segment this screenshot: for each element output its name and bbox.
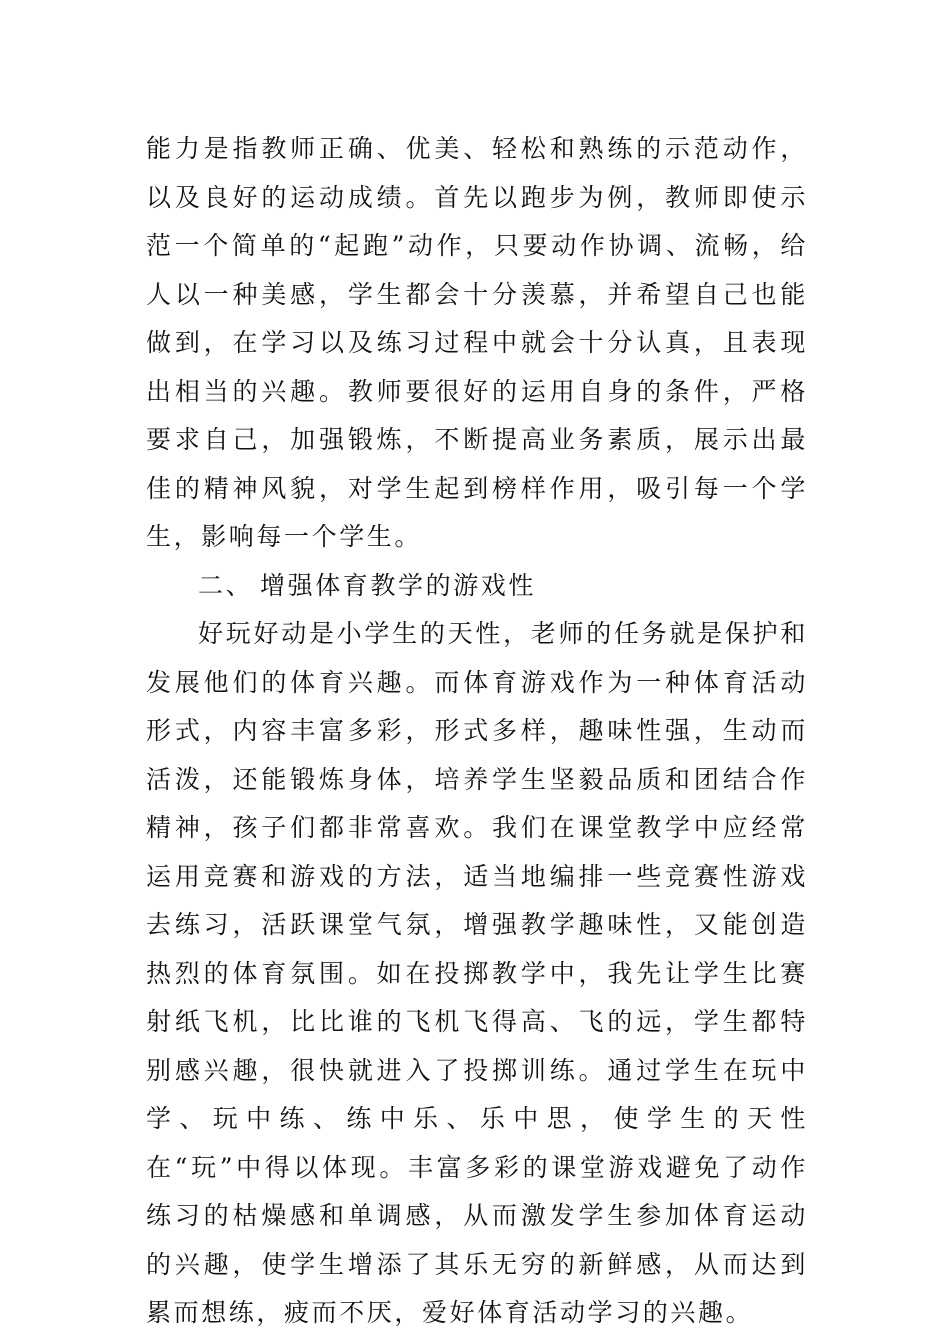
section-title: 增强体育教学的游戏性 [260,570,537,600]
paragraph-continued: 能力是指教师正确、优美、轻松和熟练的示范动作，以及良好的运动成绩。首先以跑步为例，教师即使示范一个简单的“起跑”动作，只要动作协调、流畅，给人以一种美感，学生都会十分羡慕，并希望自己也能做到，在学习以及练习过程中就会十分认真，且表现出相当的兴趣。教师要很好的运用自身的条件，严格要求自己，加强锻炼，不断提高业务素质，展示出最佳的精神风貌，对学生起到榜样作用，吸引每一个学生，影响每一个学生。 [146,134,808,551]
document-page [146,125,808,1338]
section-number: 二、 [198,570,254,600]
paragraph-body: 好玩好动是小学生的天性，老师的任务就是保护和发展他们的体育兴趣。而体育游戏作为一种体育活动形式，内容丰富多彩，形式多样，趣味性强，生动而活泼，还能锻炼身体，培养学生坚毅品质和团结合作精神，孩子们都非常喜欢。我们在课堂教学中应经常运用竞赛和游戏的方法，适当地编排一些竞赛性游戏去练习，活跃课堂气氛，增强教学趣味性，又能创造热烈的体育氛围。如在投掷教学中，我先让学生比赛射纸飞机，比比谁的飞机飞得高、飞的远，学生都特别感兴趣，很快就进入了投掷训练。通过学生在玩中学、玩中练、练中乐、乐中思，使学生的天性在“玩”中得以体现。丰富多彩的课堂游戏避免了动作练习的枯燥感和单调感，从而激发学生参加体育运动的兴趣，使学生增添了其乐无穷的新鲜感，从而达到累而想练，疲而不厌，爱好体育活动学习的兴趣。 [146,619,808,1327]
section-heading [146,562,808,611]
